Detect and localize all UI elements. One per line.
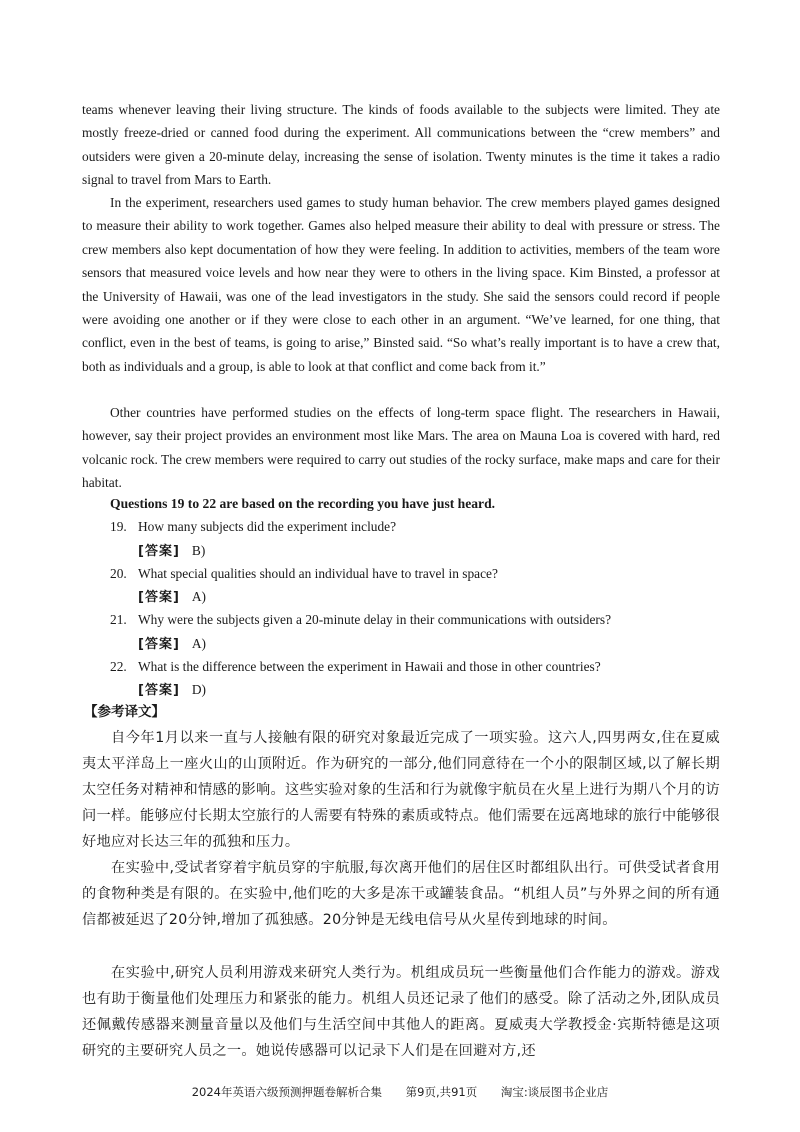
page-footer	[0, 1084, 800, 1100]
footer-page-number: 第9页,共91页	[405, 1085, 478, 1099]
answer-value: D)	[191, 682, 207, 697]
question-21	[110, 610, 611, 630]
answer-value: A)	[191, 589, 207, 604]
answer-tag: [答案]	[138, 637, 180, 652]
question-number: 21.	[110, 612, 127, 627]
english-paragraph-2: In the experiment, researchers used games to study human behavior. The crew members played games designed to measure their ability to work together. Games also helped measure their ability to deal with pressure or stress. The crew members also kept documentation of how they were feeling. In addition to activities, members of the team wore sensors that measured voice levels and how near they were to others in the living space. Kim Binsted, a professor at the University of Hawaii, was one of the lead investigators in the study. She said the sensors could record if people were avoiding one another or if they were close to each other in an argument. “We’ve learned, for one thing, that conflict, even in the best of teams, is going to arise,” Binsted said. “So what’s really important is to have a crew that, both as individuals and a group, is able to look at that conflict and come back from it.”	[82, 195, 720, 374]
question-text: What special qualities should an individual have to travel in space?	[138, 566, 498, 581]
question-22	[110, 657, 601, 677]
question-number: 20.	[110, 566, 127, 581]
answer-21	[138, 634, 206, 655]
footer-book-title: 2024年英语六级预测押题卷解析合集	[191, 1085, 382, 1099]
translation-paragraph-3: 在实验中,研究人员利用游戏来研究人类行为。机组成员玩一些衡量他们合作能力的游戏。游戏也有助于衡量他们处理压力和紧张的能力。机组人员还记录了他们的感受。除了活动之外,团队成员还佩戴传感器来测量音量以及他们与生活空间中其他人的距离。夏威夷大学教授金·宾斯特德是这项研究的主要研究人员之一。她说传感器可以记录下人们是在回避对方,还	[82, 965, 720, 1059]
footer-shop: 淘宝:谈辰图书企业店	[500, 1085, 609, 1099]
answer-tag: [答案]	[138, 544, 180, 559]
question-20	[110, 564, 498, 584]
question-text: What is the difference between the experiment in Hawaii and those in other countries?	[138, 659, 601, 674]
answer-tag: [答案]	[138, 683, 180, 698]
english-paragraph-3: Other countries have performed studies on the effects of long-term space flight. The researchers in Hawaii, however, say their project provides an environment most like Mars. The area on Mauna Loa is covered with hard, red volcanic rock. The crew members were required to carry out studies of the rocky surface, make maps and care for their habitat.	[82, 405, 720, 491]
translation-paragraph-2: 在实验中,受试者穿着宇航员穿的宇航服,每次离开他们的居住区时都组队出行。可供受试者食用的食物种类是有限的。在实验中,他们吃的大多是冻干或罐装食品。“机组人员”与外界之间的所有通信都被延迟了20分钟,增加了孤独感。20分钟是无线电信号从火星传到地球的时间。	[82, 860, 720, 928]
answer-20	[138, 587, 206, 608]
answer-tag: [答案]	[138, 590, 180, 605]
answer-value: A)	[191, 636, 207, 651]
question-19	[110, 517, 396, 537]
translation-paragraph-1: 自今年1月以来一直与人接触有限的研究对象最近完成了一项实验。这六人,四男两女,住在夏威夷太平洋岛上一座火山的山顶附近。作为研究的一部分,他们同意待在一个小的限制区域,以了解长期太空任务对精神和情感的影响。这些实验对象的生活和行为就像宇航员在火星上进行为期八个月的访问一样。能够应付长期太空旅行的人需要有特殊的素质或特点。他们需要在远离地球的旅行中能够很好地应对长达三年的孤独和压力。	[82, 730, 720, 850]
english-paragraph-1: teams whenever leaving their living structure. The kinds of foods available to the subjects were limited. They ate mostly freeze-dried or canned food during the experiment. All communications between the “crew members” and outsiders were given a 20-minute delay, increasing the sense of isolation. Twenty minutes is the time it takes a radio signal to travel from Mars to Earth.	[82, 102, 720, 188]
answer-19	[138, 541, 205, 562]
questions-heading: Questions 19 to 22 are based on the recording you have just heard.	[110, 496, 496, 511]
question-number: 22.	[110, 659, 127, 674]
answer-value: B)	[191, 543, 206, 558]
question-text: Why were the subjects given a 20-minute delay in their communications with outsiders?	[138, 612, 612, 627]
question-text: How many subjects did the experiment include?	[138, 519, 397, 534]
translation-heading: 【参考译文】	[84, 704, 165, 720]
question-number: 19.	[110, 519, 127, 534]
answer-22	[138, 680, 206, 701]
